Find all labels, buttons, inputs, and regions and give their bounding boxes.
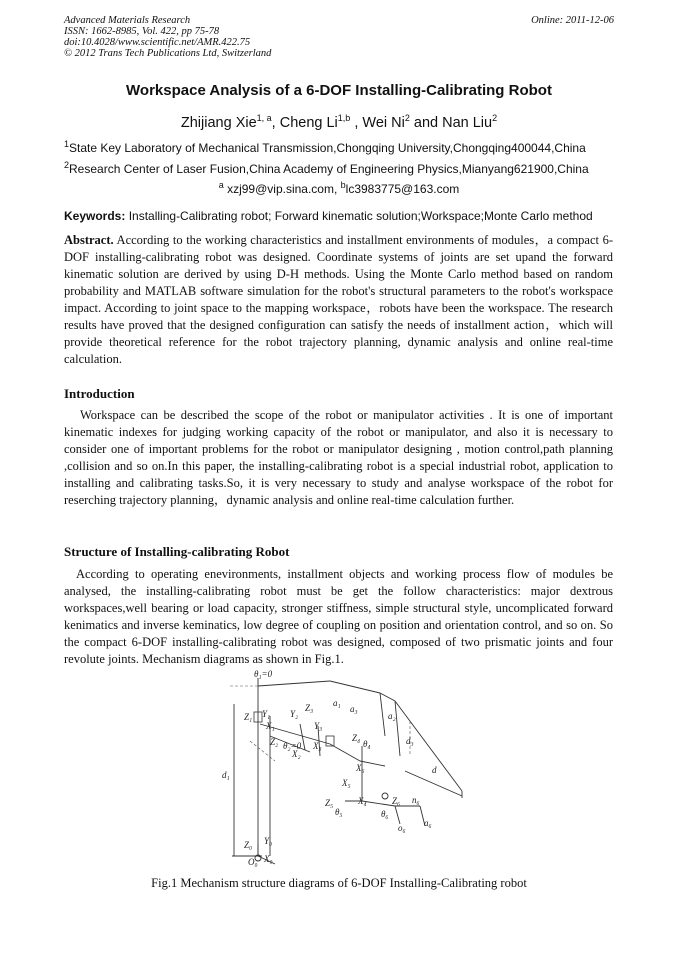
x2-label: X₂ [292,749,301,759]
section-heading: Introduction [64,386,135,401]
mechanism-diagram [0,666,678,876]
doi: doi:10.4028/www.scientific.net/AMR.422.75 [64,37,251,48]
a6-label: a₆ [424,818,432,828]
affiliation: $^2$Research Center of Laser Fusion,China Academy of Engineering Physics,Mianyang621900,China [64,160,589,176]
z3-label: Z₃ [305,703,314,713]
journal-header [64,15,614,59]
author-sup: 1, a [256,113,272,123]
z5-label: Z₅ [325,798,334,808]
figure-caption: Fig.1 Mechanism structure diagrams of 6-DOF Installing-Calibrating robot [151,876,527,890]
y0-label: Y₀ [264,836,273,846]
z4-label: Z₄ [352,733,361,743]
theta6-label: θ₆ [381,809,389,819]
online-date: Online: 2011-12-06 [531,15,614,26]
a2-label: a₂ [388,711,396,721]
author-name: Cheng Li [279,114,338,131]
theta4-label: θ₄ [363,739,371,749]
author-list: Zhijiang Xie$^{1, a}$, Cheng Li$^{1,b}$ , Wei Ni$^2$ and Nan Liu$^2$ [180,113,498,131]
d3-label: d₃ [406,736,414,746]
affiliation: $^1$State Key Laboratory of Mechanical Transmission,Chongqing University,Chongqing400044,China [64,139,586,155]
paper-title: Workspace Analysis of a 6-DOF Installing-Calibrating Robot [126,82,552,99]
author-sup: 1,b [337,113,351,123]
y2-label: Y₂ [290,709,299,719]
author-sup: 2 [404,113,410,123]
author-name: Zhijiang Xie [180,114,257,131]
z6-label: Z₆ [392,796,401,806]
intro-paragraph: Workspace can be described the scope of the robot or manipulator activities . It is one of important kinematic indexes for judging working capacity of the robot or manipulator, and also it is necessary to consider one of important problems for the robot or manipulator designing , motion control,path planning ,collision and so on.In this paper, the installing-calibrating robot is a special industrial robot, application to installing and calibrating tasks.So, it is very necessary to study and analyse workspace of the robot for reserching trajectory planning，dynamic analysis and online real-time calculation further. [64,408,613,507]
z2-label: Z₂ [270,737,279,747]
z1-label: Z₁ [244,712,253,722]
structure-paragraph: According to operating enevironments, installment objects and working process flow of modules be analysed, the installing-calibrating robot must be get the follow characteristics: major dextrous workspaces,well bearing or load capacity, stronger stiffness, simple structural style, uncomplicated forward kenimatics and inverse keminatics, low degree of coupling on position and orientation control, and so on. So the compact 6-DOF installing-calibrating robot was designed, composed of two prismatic joints and four revolute joints. Mechanism diagrams as shown in Fig.1. [64,567,613,666]
a3-label: a₃ [350,704,358,714]
email-link[interactable]: lc3983775@163.com [345,182,460,196]
d-label: d [432,765,437,775]
x3-label: X₃ [313,741,322,751]
abstract-label: Abstract. [64,233,114,247]
x4-label: X₄ [358,796,367,806]
author-sup: 2 [492,113,498,123]
o0-label: O₀ [248,857,258,867]
section-heading: Structure of Installing-calibrating Robot [64,544,290,559]
theta2-label: θ₂=0 [283,741,302,751]
author-emails: $^a$ xzj99@vip.sina.com, $^b$lc3983775@163.com [218,180,460,196]
copyright: © 2012 Trans Tech Publications Ltd, Switzerland [64,48,272,59]
figure-1 [0,666,678,876]
x1-label: X₁ [266,721,275,731]
author-name: Wei Ni [362,114,405,131]
z0-label: Z₀ [244,840,253,850]
o6-label: o₆ [398,823,406,833]
y3-label: Y₃ [314,721,323,731]
x0-label: X₀ [264,854,273,864]
a1-label: a₁ [333,698,341,708]
y1-label: Y₁ [262,709,271,719]
author-name: Nan Liu [442,114,493,131]
theta1-label: θ₁=0 [254,669,273,679]
x5-label: X₅ [342,778,351,788]
theta5-label: θ₅ [335,807,343,817]
n6-label: n₆ [412,795,420,805]
journal-name: Advanced Materials Research [64,15,191,26]
x6-label: X₆ [356,763,365,773]
abstract [64,232,613,368]
d1-label: d₁ [222,770,230,780]
email-link[interactable]: xzj99@vip.sina.com, [227,182,338,196]
issn: ISSN: 1662-8985, Vol. 422, pp 75-78 [64,26,220,37]
keywords: Keywords: Installing-Calibrating robot; Forward kinematic solution;Workspace;Monte Carlo method [64,209,593,223]
abstract-text: According to the working characteristics and installment environments of modules，a compact 6-DOF installing-calibrating robot was designed. Coordinate systems of joints are set upand the forward kinematic solution are derived by using D-H methods. Using the Monte Carlo method based on random probability and MATLAB software simulation for the robot's structural parameters to the robot's workspace impact. According to joint space to the mapping workspace，robots have been the workspace. The research results have proved that the designed configuration can satisfy the needs of installment action，which will provide theoretical reference for the robot trajectory planning, dynamic analysis and online real-time calculation. [64,233,613,366]
